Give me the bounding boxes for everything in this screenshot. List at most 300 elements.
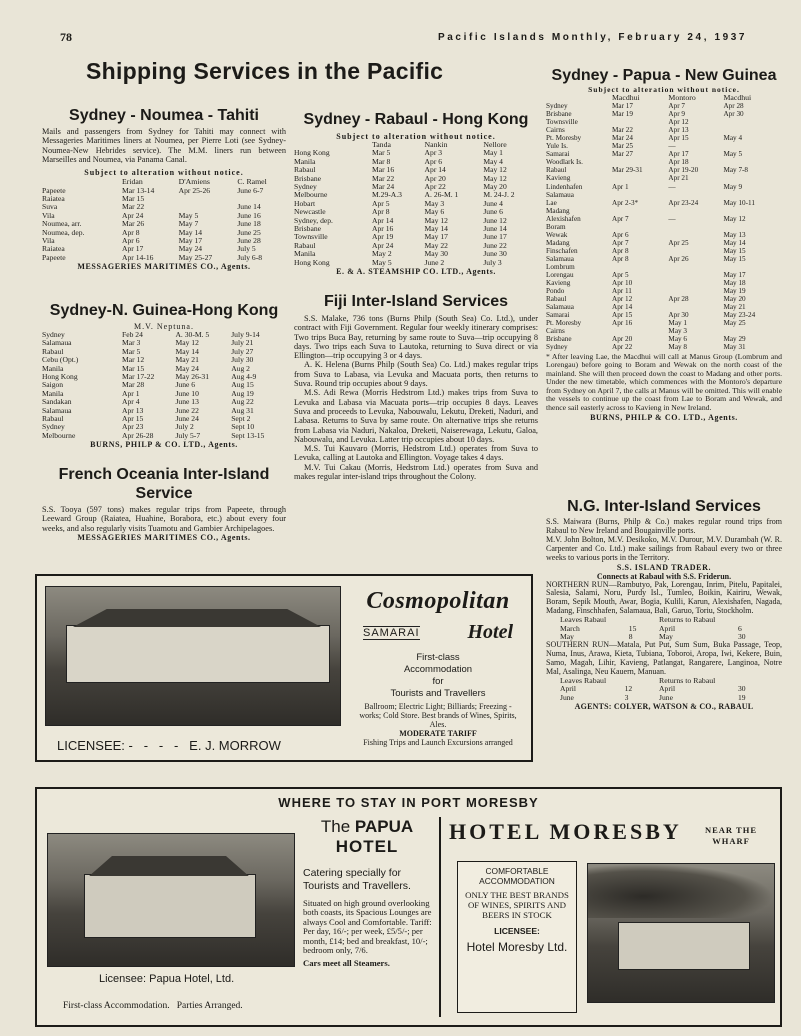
date-cell: Apr 6 <box>122 236 140 246</box>
date-cell <box>612 174 668 182</box>
date-cell: May 2 <box>372 249 392 259</box>
date-cell <box>723 263 782 271</box>
date-cell: Mar 28 <box>122 380 145 390</box>
date-cell: Mar 24 <box>612 134 633 143</box>
table-row <box>546 311 782 319</box>
date-cell: Apr 1 <box>122 388 140 398</box>
port-name: Pt. Moresby <box>546 134 582 143</box>
hotel-building-icon <box>66 625 330 683</box>
date-cell: June 4 <box>483 198 503 208</box>
port-name: Manila <box>42 388 64 398</box>
table-row <box>546 279 782 287</box>
date-cell: M.29-A.3 <box>372 190 402 200</box>
ng-north: NORTHERN RUN—Rambutyo, Pak, Lorengau, Inrim, Pitelu, Papitalei, Salesia, Salami, Noru, Purdy Isl., Tumleo, Boikin, Kairiru, Wewak, Boram, Sepik Mouth, Awar, Bogia, Kulili, Karun, Alexishafen, Nagada, Madang, Finschhafen, Salamaua, Bali, Garuo, Toriu, Stockholm. <box>546 579 782 616</box>
date-cell <box>612 263 668 271</box>
cosmopolitan-line: First-class <box>416 652 460 663</box>
date-cell: May 12 <box>723 214 746 223</box>
date-cell <box>723 126 782 134</box>
date-cell: Apr 7 <box>612 214 629 223</box>
date-cell <box>612 327 668 335</box>
date-cell: Apr 13 <box>122 405 144 415</box>
port-name: Manila <box>294 156 316 166</box>
hotel-moresby-comfort: COMFORTABLE ACCOMMODATION <box>479 866 555 886</box>
date-cell: June 14 <box>237 202 261 212</box>
port-name: Salamaua <box>546 254 574 263</box>
cosmopolitan-fishing: Fishing Trips and Launch Excursions arranged <box>363 738 513 747</box>
port-name: Kavieng <box>546 174 571 183</box>
date-cell: May 4 <box>483 156 503 166</box>
date-cell: June 25 <box>237 227 261 237</box>
noumea-agent: MESSAGERIES MARITIMES CO., Agents. <box>77 262 251 272</box>
date-cell: May 6 <box>668 335 687 344</box>
date-cell: Mar 17-22 <box>122 372 155 382</box>
date-cell: July 2 <box>175 422 194 432</box>
hotel-moresby-photo <box>587 863 775 1003</box>
date-cell: Sept 2 <box>231 414 251 424</box>
date-cell: Apr 12 <box>668 118 689 127</box>
port-name: Cairns <box>546 126 565 135</box>
date-cell: Apr 10 <box>612 279 633 288</box>
port-name: Rabaul <box>546 295 567 304</box>
date-cell: Apr 5 <box>612 271 629 280</box>
port-name: Sydney <box>546 102 568 111</box>
port-name: Boram <box>546 222 566 231</box>
hotel-moresby-licensee-name: Hotel Moresby Ltd. <box>466 940 568 954</box>
date-cell: July 9-14 <box>231 330 260 339</box>
papua-agent: BURNS, PHILP & CO. LTD., Agents. <box>590 412 738 422</box>
date-cell: June 18 <box>237 219 261 229</box>
date-cell: Mar 5 <box>122 346 141 356</box>
table-row <box>546 343 782 351</box>
date-cell: Apr 23-24 <box>668 198 699 207</box>
date-cell: Mar 16 <box>372 165 395 175</box>
date-cell: Sept 10 <box>231 422 255 432</box>
port-name: Sydney <box>546 343 568 352</box>
date-cell: Apr 26-28 <box>122 430 154 440</box>
port-name: Samarai <box>546 150 570 159</box>
date-cell: July 6-8 <box>237 252 263 262</box>
papua-hotel-cars: Cars meet all Steamers. <box>303 958 390 969</box>
col-header: Nankin <box>424 140 448 149</box>
table-row <box>546 134 782 142</box>
oceania-title: French Oceania Inter-Island Service <box>58 466 270 502</box>
table-row <box>546 255 782 263</box>
date-cell: June 2 <box>424 257 445 267</box>
rabaul-title: Sydney - Rabaul - Hong Kong <box>303 111 529 128</box>
date-cell: May 21 <box>175 355 199 365</box>
fiji-paragraph: M.V. Tui Cakau (Morris, Hedstrom Ltd.) operates from Suva and makes regular inter-island trips throughout the Colony. <box>294 462 538 482</box>
date-cell: Mar 15 <box>122 363 145 373</box>
page-heading: Shipping Services in the Pacific <box>86 58 444 84</box>
date-cell: Mar 13-14 <box>122 185 155 195</box>
ng-returns-label: Returns to Rabaul <box>659 615 716 625</box>
table-row <box>546 263 782 271</box>
date-cell <box>723 118 782 126</box>
date-cell: Apr 16 <box>372 224 394 234</box>
cosmopolitan-text-block <box>353 588 523 747</box>
date-cell: Mar 25 <box>612 142 633 151</box>
table-row <box>546 247 782 255</box>
papua-hotel-text-block <box>299 815 435 968</box>
papua-subject: Subject to alteration without notice. <box>588 85 740 94</box>
masthead: Pacific Islands Monthly, February 24, 1937 <box>438 32 748 43</box>
date-cell <box>723 142 782 150</box>
date-cell: May 26-31 <box>175 372 209 382</box>
date-cell: 30 <box>737 631 746 641</box>
noumea-section <box>42 106 286 271</box>
date-cell: Apr 15 <box>122 414 144 424</box>
port-name: Pondo <box>546 287 565 296</box>
rabaul-subject: Subject to alteration without notice. <box>336 132 496 141</box>
date-cell <box>612 207 668 215</box>
date-cell: May 5 <box>372 257 392 267</box>
port-name: Hong Kong <box>294 257 330 267</box>
date-cell: Apr 20 <box>612 335 633 344</box>
date-cell: Aug 15 <box>231 380 254 390</box>
port-name: Suva <box>42 202 58 212</box>
hotel-moresby-licensee-label: LICENSEE: <box>494 926 540 936</box>
col-header: Macdhui <box>612 93 640 102</box>
date-cell: Apr 14 <box>612 303 633 312</box>
date-cell: May 10-11 <box>723 198 755 207</box>
table-row <box>546 191 782 199</box>
ng-text-1: S.S. Maiwara (Burns, Philp & Co.) makes regular round trips from Rabaul to New Ireland and Bougainville ports. <box>546 517 782 535</box>
port-name: Wewak <box>546 230 568 239</box>
date-cell: June 13 <box>175 397 199 407</box>
port-name: Raiatea <box>42 194 65 203</box>
date-cell: 6 <box>737 623 742 633</box>
moresby-building-icon <box>618 922 750 970</box>
date-cell <box>723 158 782 166</box>
date-cell: 30 <box>737 684 746 694</box>
port-name: Cairns <box>546 327 565 336</box>
table-row <box>546 118 782 126</box>
date-cell: Apr 7 <box>668 102 685 111</box>
rabaul-section <box>294 110 538 276</box>
table-row <box>546 335 782 343</box>
date-cell: May 15 <box>723 254 746 263</box>
date-cell: Feb 24 <box>122 330 143 339</box>
date-cell: May 12 <box>483 173 507 183</box>
date-cell: Apr 14-16 <box>122 252 154 262</box>
date-cell <box>668 287 723 295</box>
date-cell: Apr 9 <box>668 110 685 119</box>
date-cell <box>612 158 668 166</box>
date-cell: Mar 22 <box>612 126 633 135</box>
date-cell: Aug 31 <box>231 405 254 415</box>
date-cell: Mar 8 <box>372 156 391 166</box>
port-name: Madang <box>546 238 570 247</box>
date-cell: May 6 <box>424 207 445 217</box>
noumea-subject: Subject to alteration without notice. <box>84 168 244 178</box>
table-row <box>42 187 286 195</box>
date-cell: May 19 <box>723 287 746 296</box>
date-cell: May 17 <box>424 232 448 242</box>
table-row <box>546 295 782 303</box>
oceania-section <box>42 465 286 542</box>
port-name: Brisbane <box>546 335 572 344</box>
date-cell: Apr 1 <box>612 182 629 191</box>
date-cell: — <box>668 182 676 191</box>
date-cell: Apr 17 <box>668 150 689 159</box>
date-cell: Apr 8 <box>372 207 390 217</box>
table-row <box>546 303 782 311</box>
port-name: Vila <box>42 210 55 220</box>
date-cell: Apr 24 <box>122 210 144 220</box>
date-cell: Mar 22 <box>122 202 145 212</box>
date-cell: May 5 <box>723 150 743 159</box>
date-cell: May 21 <box>723 303 746 312</box>
guinea-hk-table <box>42 331 286 440</box>
date-cell: Apr 17 <box>122 244 144 254</box>
cosmopolitan-tariff: MODERATE TARIFF <box>399 729 477 738</box>
date-cell: Mar 3 <box>122 338 141 348</box>
table-row <box>546 126 782 134</box>
col-header: C. Ramel <box>237 177 267 187</box>
date-cell: April <box>659 684 676 694</box>
papua-hotel-footer: First-class Accommodation. Parties Arranged. <box>63 1001 243 1011</box>
fiji-paragraph: A. K. Helena (Burns Philp (South Sea) Co. Ltd.) makes regular trips from Suva to Labasa, via Levuka and Macuata ports, then returns to Suva. Round trip occupies about 9 days. <box>294 360 538 389</box>
port-name: Townsville <box>546 118 578 127</box>
col-header: D'Amiens <box>178 177 210 187</box>
date-cell: May 17 <box>723 271 746 280</box>
date-cell: July 3 <box>483 257 502 267</box>
date-cell <box>723 207 782 215</box>
date-cell: 8 <box>628 631 633 641</box>
port-name: Rabaul <box>546 166 567 175</box>
port-name: Woodlark Is. <box>546 158 583 167</box>
date-cell: Apr 22 <box>612 343 633 352</box>
date-cell: June 14 <box>483 224 507 234</box>
page-number: 78 <box>60 30 72 44</box>
ng-south: SOUTHERN RUN—Matala, Put Put, Sum Sum, Buka Passage, Teop, Numa, Inus, Arawa, Kieta, Tubiana, Toboroi, Aropa, Iwi, Kekere, Buin, Samo, Magah, Lihir, Kavieng, Patlangat, Rangarere, Langinoa, Notre Mal, Asalinga, Neu Kauern, Manuan. <box>546 640 782 677</box>
table-row <box>546 150 782 158</box>
col-header <box>546 94 612 102</box>
port-name: Brisbane <box>546 110 572 119</box>
cosmopolitan-line: for <box>432 676 444 687</box>
table-row <box>546 327 782 335</box>
papua-hotel-photo <box>47 833 295 967</box>
date-cell: Apr 6 <box>612 230 629 239</box>
port-name: Salamaua <box>42 405 72 415</box>
date-cell: — <box>668 214 676 223</box>
cosmopolitan-amenities: Ballroom; Electric Light; Billiards; Freezing - works; Cold Store. Best brands of Wines, Spirits, Ales. <box>359 702 517 729</box>
date-cell: Mar 26 <box>122 219 145 229</box>
date-cell: May 29 <box>723 335 746 344</box>
date-cell: Apr 30 <box>723 110 744 119</box>
date-cell: April <box>659 623 676 633</box>
port-name: Brisbane <box>294 173 321 183</box>
date-cell: Apr 28 <box>668 295 689 304</box>
date-cell: Mar 17 <box>612 102 633 111</box>
date-cell: Mar 22 <box>372 173 395 183</box>
date-cell: May 18 <box>723 279 746 288</box>
date-cell: 15 <box>628 623 637 633</box>
guinea-hk-title: Sydney-N. Guinea-Hong Kong <box>49 302 279 319</box>
port-name: Sydney <box>42 422 65 432</box>
date-cell: July 5 <box>237 244 256 254</box>
date-cell: June <box>659 692 673 702</box>
date-cell <box>723 223 782 231</box>
port-moresby-ad <box>35 787 782 1027</box>
port-name: Pt. Moresby <box>546 319 582 328</box>
date-cell: May 14 <box>723 238 746 247</box>
date-cell: Mar 12 <box>122 355 145 365</box>
cosmopolitan-brand: Cosmopolitan <box>366 588 510 614</box>
date-cell: Mar 19 <box>612 110 633 119</box>
port-name: Melbourne <box>294 190 328 200</box>
hotel-moresby-box <box>457 861 577 1013</box>
port-name: Hong Kong <box>294 148 330 158</box>
date-cell: June 17 <box>483 232 507 242</box>
date-cell: June 28 <box>237 236 261 246</box>
port-name: Newcastle <box>294 207 326 217</box>
col-header: Montoro <box>668 93 696 102</box>
date-cell: May 14 <box>178 227 203 237</box>
cosmopolitan-line: Accommodation <box>403 664 473 675</box>
port-name: Samarai <box>546 311 570 320</box>
hotel-photo <box>45 586 341 726</box>
table-row <box>546 239 782 247</box>
date-cell: — <box>668 142 676 151</box>
date-cell: May 14 <box>175 346 199 356</box>
papua-hotel-catering: Catering specially for Tourists and Travellers. <box>303 867 411 892</box>
date-cell: Apr 19-20 <box>668 166 699 175</box>
table-row <box>546 183 782 191</box>
date-cell: M. 24-J. 2 <box>483 190 515 200</box>
port-name: Melbourne <box>42 430 76 440</box>
date-cell <box>668 247 723 255</box>
date-cell: May 17 <box>178 236 203 246</box>
fiji-title: Fiji Inter-Island Services <box>323 293 509 310</box>
date-cell: May 15 <box>723 246 746 255</box>
port-name: Raiatea <box>42 244 65 254</box>
papua-title: Sydney - Papua - New Guinea <box>551 67 777 84</box>
ng-leaves-label: Leaves Rabaul <box>560 615 607 625</box>
table-row <box>546 215 782 223</box>
date-cell <box>668 263 723 271</box>
date-cell: Apr 15 <box>668 134 689 143</box>
port-name: Saigon <box>42 380 64 390</box>
papua-hotel-licensee: Licensee: Papua Hotel, Ltd. <box>99 973 235 985</box>
date-cell: Apr 26 <box>668 254 689 263</box>
port-name: Manila <box>294 249 316 259</box>
date-cell: A. 30-M. 5 <box>175 330 210 339</box>
date-cell: Mar 27 <box>612 150 633 159</box>
port-name: Sydney <box>42 330 65 339</box>
hotel-moresby-near: NEAR THE WHARF <box>704 825 757 846</box>
col-header: Eridan <box>122 177 143 187</box>
date-cell: Apr 16 <box>612 319 633 328</box>
date-cell <box>612 118 668 126</box>
oceania-text: S.S. Tooya (597 tons) makes regular trips from Papeete, through Leeward Group (Raiatea, Huahine, Borabora, etc.) about every four weeks, and also regularly visits Tuamotu and Gambier Archipelagoes. <box>42 505 286 533</box>
table-row <box>546 158 782 166</box>
date-cell: 3 <box>624 692 629 702</box>
ng-text-2: M.V. John Bolton, M.V. Desikoko, M.V. Durour, M.V. Durambah (W. R. Carpenter and Co. Ltd.) make sailings from Rabaul every two or three weeks to various ports in the Territory. <box>546 534 782 562</box>
date-cell: May 24 <box>178 244 203 254</box>
table-row <box>546 207 782 215</box>
date-cell <box>668 223 723 231</box>
date-cell: Apr 8 <box>612 254 629 263</box>
port-name: Rabaul <box>42 414 64 424</box>
date-cell <box>612 191 668 199</box>
table-row <box>546 287 782 295</box>
date-cell: June 22 <box>175 405 199 415</box>
port-name: Salamaua <box>42 338 72 348</box>
date-cell: June 12 <box>483 215 507 225</box>
date-cell: Apr 13 <box>668 126 689 135</box>
date-cell: Mar 5 <box>372 148 391 158</box>
port-name: Brisbane <box>294 224 321 234</box>
cosmopolitan-place: SAMARAI <box>363 626 420 639</box>
port-name: March <box>560 623 580 633</box>
date-cell: June 6-7 <box>237 185 264 195</box>
port-name: Vila <box>42 236 55 246</box>
date-cell <box>668 271 723 279</box>
date-cell: Apr 20 <box>424 173 446 183</box>
port-name: Noumea, arr. <box>42 219 82 229</box>
port-name: Rabaul <box>294 240 316 250</box>
port-name: Madang <box>546 206 570 215</box>
table-row <box>546 110 782 118</box>
noumea-title: Sydney - Noumea - Tahiti <box>69 107 259 124</box>
date-cell: Mar 15 <box>122 194 145 203</box>
date-cell: May 14 <box>424 224 448 234</box>
date-cell: June 6 <box>175 380 196 390</box>
hotel-moresby-name: HOTEL MORESBY <box>449 819 682 844</box>
date-cell: A. 26-M. 1 <box>424 190 459 200</box>
papua-hotel-situated: Situated on high ground overlooking both coasts, its Spacious Lounges are always Cool and Comfortable. Tariff: Per day, 16/-; per week, £5/5/-; per month, £14; bed and breakfast, 10/-; bedroom only, 7/6. <box>303 898 432 956</box>
port-name: Noumea, dep. <box>42 227 85 237</box>
date-cell: May 9 <box>723 182 743 191</box>
date-cell: June 30 <box>483 249 507 259</box>
date-cell: May <box>659 631 673 641</box>
date-cell: Apr 23 <box>122 422 144 432</box>
date-cell: May 3 <box>424 198 445 208</box>
table-row <box>42 254 286 262</box>
guinea-hk-agent: BURNS, PHILP & CO. LTD., Agents. <box>90 440 238 450</box>
papua-hotel-building-icon <box>84 874 256 938</box>
port-name: Salamaua <box>546 303 574 312</box>
table-row <box>546 166 782 174</box>
port-name: Rabaul <box>294 165 316 175</box>
port-name: Alexishafen <box>546 214 581 223</box>
date-cell: Aug 4-9 <box>231 372 257 382</box>
table-row <box>546 271 782 279</box>
ng-returns-label-2: Returns to Rabaul <box>659 676 716 685</box>
date-cell: May 1 <box>668 319 687 328</box>
ng-title: N.G. Inter-Island Services <box>567 498 761 515</box>
date-cell: June 6 <box>483 207 503 217</box>
date-cell: Sept 13-15 <box>231 430 265 440</box>
cosmopolitan-line: Tourists and Travellers <box>390 688 486 699</box>
port-name: Kavieng <box>546 279 571 288</box>
oceania-agent: MESSAGERIES MARITIMES CO., Agents. <box>77 532 251 542</box>
hotel-moresby-only: ONLY THE BEST BRANDS OF WINES, SPIRITS AND BEERS IN STOCK <box>465 890 569 920</box>
date-cell: May 20 <box>483 182 507 192</box>
date-cell: May 7-8 <box>723 166 749 175</box>
date-cell: May 13 <box>723 230 746 239</box>
table-row <box>42 432 286 440</box>
ad-divider <box>439 817 441 1017</box>
date-cell: July 21 <box>231 338 254 348</box>
date-cell <box>668 191 723 199</box>
port-name: Townsville <box>294 232 328 242</box>
date-cell <box>668 303 723 311</box>
noumea-intro: Mails and passengers from Sydney for Tahiti may connect with Messageries Maritimes liners at Noumea, per Pierre Loti (see Sydney-Noumea-New Hebrides service). The M.M. liners run between Marseilles and Noumea, via Panama Canal. <box>42 127 286 164</box>
date-cell <box>668 279 723 287</box>
table-row <box>294 259 538 267</box>
